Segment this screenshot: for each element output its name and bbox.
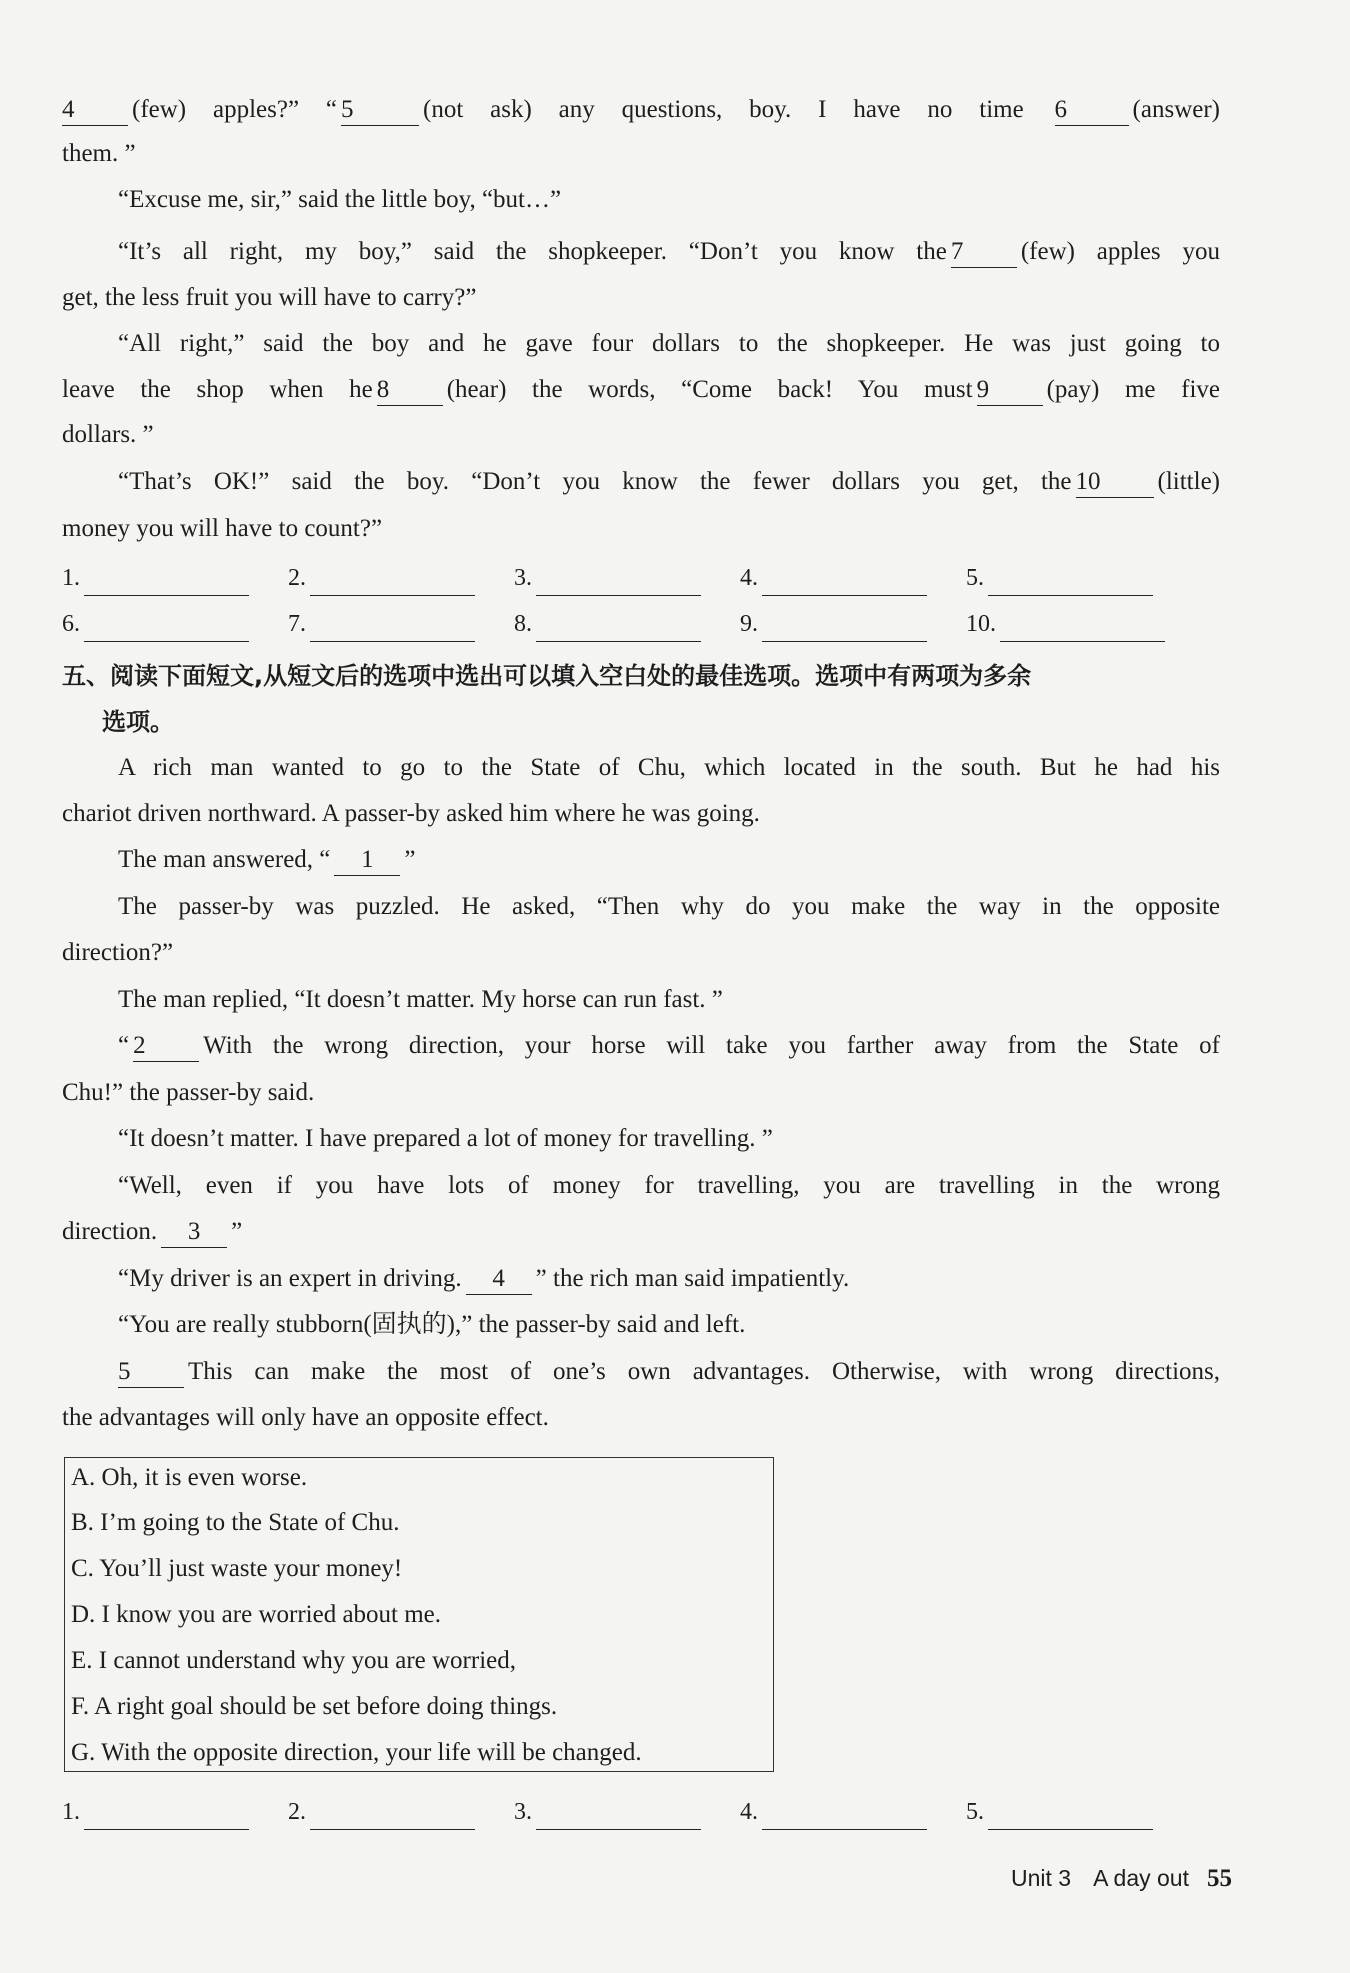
answer-number: 8. [514,611,532,637]
answer-item [288,606,514,642]
answer-blank[interactable] [762,613,927,642]
answer-number: 5. [966,1799,984,1825]
text: With the wrong direction, your horse will take you farther away from the State of [203,1032,1220,1059]
answer-item [62,606,288,642]
answer-blank[interactable] [762,1801,927,1830]
passage-line: the advantages will only have an opposite effect. [62,1404,549,1431]
section-heading: 五、阅读下面短文,从短文后的选项中选出可以填入空白处的最佳选项。选项中有两项为多余 [62,662,1032,690]
answer-blank[interactable] [310,613,475,642]
answer-blank[interactable] [536,613,701,642]
answer-row [62,560,1192,596]
passage-line [118,462,1220,502]
answer-number: 5. [966,565,984,591]
passage-line: “It doesn’t matter. I have prepared a lot of money for travelling. ” [118,1125,773,1152]
section-heading-cont: 选项。 [102,708,174,736]
unit-title: A day out [1093,1865,1189,1891]
answer-item [62,560,288,596]
option-c: C. You’ll just waste your money! [71,1555,403,1582]
blank-4[interactable]: 4 [62,95,128,126]
blank-10[interactable]: 10 [1076,467,1154,498]
text: “It’s all right, my boy,” said the shopkeeper. “Don’t you know the [118,238,947,265]
passage-line [62,1212,1220,1252]
answer-item [514,560,740,596]
answer-item [966,606,1192,642]
option-f: F. A right goal should be set before doing things. [71,1693,558,1720]
text: “That’s OK!” said the boy. “Don’t you know the fewer dollars you get, the [118,468,1072,495]
options-box [64,1457,774,1772]
blank-5[interactable]: 5 [341,95,419,126]
passage-line: “All right,” said the boy and he gave four dollars to the shopkeeper. He was just going to [118,330,1220,357]
answer-number: 1. [62,565,80,591]
answer-number: 10. [966,611,996,637]
text: (few) apples you [1020,238,1220,265]
answer-number: 3. [514,565,532,591]
passage-line: A rich man wanted to go to the State of Chu, which located in the south. But he had his [118,754,1220,781]
answer-blank[interactable] [536,1801,701,1830]
answer-blank[interactable] [84,613,249,642]
passage-line [62,370,1220,410]
answer-blank[interactable] [84,1801,249,1830]
text: ” [404,846,416,873]
text: (hear) the words, “Come back! You must [446,376,973,403]
page-footer [1011,1858,1232,1899]
blank-2[interactable]: 2 [133,1031,199,1062]
passage-line: money you will have to count?” [62,515,383,542]
passage-line [118,232,1220,272]
blank-9[interactable]: 9 [977,375,1043,406]
answer-item [740,560,966,596]
blank-5[interactable]: 5 [118,1357,184,1388]
option-d: D. I know you are worried about me. [71,1601,442,1628]
blank-7[interactable]: 7 [951,237,1017,268]
answer-item [966,1794,1192,1830]
answer-item [288,560,514,596]
passage-line: direction?” [62,939,174,966]
answer-item [514,1794,740,1830]
passage-line: them. ” [62,140,136,167]
option-g: G. With the opposite direction, your life will be changed. [71,1739,642,1766]
passage-line [118,840,1220,880]
answer-item [740,1794,966,1830]
answer-blank[interactable] [310,1801,475,1830]
answer-number: 9. [740,611,758,637]
answer-item [740,606,966,642]
answer-number: 6. [62,611,80,637]
text: (not ask) any questions, boy. I have no time [423,96,1024,123]
passage-line [118,1352,1220,1392]
text: ” the rich man said impatiently. [535,1265,850,1292]
passage-line [118,1259,1220,1299]
blank-8[interactable]: 8 [377,375,443,406]
blank-3[interactable]: 3 [161,1217,227,1248]
answer-item [514,606,740,642]
text: (few) apples?” “ [132,96,338,123]
text: (pay) me five [1046,376,1220,403]
passage-line: “You are really stubborn(固执的),” the passer-by said and left. [118,1311,746,1338]
answer-number: 4. [740,1799,758,1825]
answer-item [62,1794,288,1830]
text: (little) [1157,468,1220,495]
text: direction. [62,1218,158,1245]
answer-blank[interactable] [84,567,249,596]
passage-line [62,90,1220,130]
passage-line: The man replied, “It doesn’t matter. My horse can run fast. ” [118,986,723,1013]
answer-row [62,1794,1192,1830]
option-e: E. I cannot understand why you are worried, [71,1647,516,1674]
text: The man answered, “ [118,846,331,873]
option-b: B. I’m going to the State of Chu. [71,1509,400,1536]
unit-label: Unit 3 [1010,1865,1072,1891]
text: “My driver is an expert in driving. [118,1265,462,1292]
blank-1[interactable]: 1 [334,845,400,876]
answer-number: 2. [288,565,306,591]
option-a: A. Oh, it is even worse. [71,1464,308,1491]
text: leave the shop when he [62,376,373,403]
passage-line: get, the less fruit you will have to carry?” [62,284,477,311]
answer-item [288,1794,514,1830]
answer-number: 2. [288,1799,306,1825]
answer-blank[interactable] [310,567,475,596]
blank-6[interactable]: 6 [1055,95,1129,126]
passage-line: “Excuse me, sir,” said the little boy, “but…” [118,186,562,213]
answer-number: 4. [740,565,758,591]
passage-line: dollars. ” [62,421,154,448]
answer-number: 3. [514,1799,532,1825]
text: “ [118,1032,130,1059]
passage-line [118,1026,1220,1066]
answer-blank[interactable] [536,567,701,596]
answer-item [966,560,1192,596]
text: (answer) [1132,96,1220,123]
page-number: 55 [1207,1865,1232,1892]
passage-line: chariot driven northward. A passer-by asked him where he was going. [62,800,760,827]
answer-number: 7. [288,611,306,637]
answer-blank[interactable] [988,1801,1153,1830]
answer-number: 1. [62,1799,80,1825]
blank-4[interactable]: 4 [466,1264,532,1295]
passage-line: Chu!” the passer-by said. [62,1079,315,1106]
passage-line: The passer-by was puzzled. He asked, “Then why do you make the way in the opposite [118,893,1220,920]
answer-blank[interactable] [1000,613,1165,642]
answer-blank[interactable] [762,567,927,596]
answer-blank[interactable] [988,567,1153,596]
answer-row [62,606,1192,642]
text: ” [231,1218,243,1245]
passage-line: “Well, even if you have lots of money for travelling, you are travelling in the wrong [118,1172,1220,1199]
text: This can make the most of one’s own advantages. Otherwise, with wrong directions, [188,1358,1220,1385]
